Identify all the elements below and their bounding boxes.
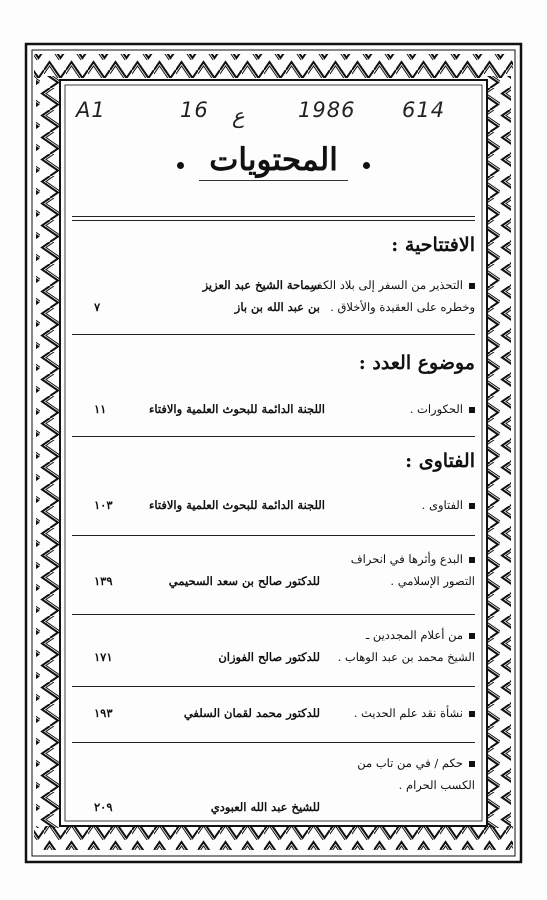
contents-panel — [72, 98, 475, 814]
title-block — [72, 142, 475, 181]
entry-author: اللجنة الدائمة للبحوث العلمية والافتاء — [148, 498, 325, 512]
entry-author: للشيخ عبد الله العبودي — [210, 800, 320, 814]
entry-author: للدكتور صالح بن سعد السحيمي — [168, 574, 320, 588]
divider — [72, 436, 475, 437]
divider — [72, 535, 475, 536]
square-bullet-icon — [469, 761, 475, 767]
handwritten-note-year: 1986 — [298, 98, 356, 122]
bullet-dot-icon — [363, 162, 370, 169]
entry-author: سماحة الشيخ عبد العزيز — [202, 278, 320, 292]
entry-page: ١٠٣ — [94, 498, 113, 512]
handwritten-note-right: 614 — [402, 98, 446, 122]
handwritten-note-issue: 16 — [180, 98, 209, 122]
entry-page: ١٣٩ — [94, 574, 113, 588]
square-bullet-icon — [469, 633, 475, 639]
square-bullet-icon — [469, 711, 475, 717]
list-item — [72, 398, 475, 420]
divider — [72, 334, 475, 335]
divider — [72, 614, 475, 615]
divider — [72, 216, 475, 217]
entry-title: الحكورات . — [409, 402, 463, 416]
entry-author-line2: بن عبد الله بن باز — [234, 300, 320, 314]
list-item — [72, 494, 475, 516]
entry-title: حكم / في من تاب من — [357, 756, 463, 770]
divider — [72, 686, 475, 687]
entry-title-line2: وخطره على العقيدة والأخلاق . — [330, 300, 475, 314]
list-item — [72, 624, 475, 668]
entry-title: من أعلام المجددين ـ — [365, 628, 463, 642]
divider — [72, 220, 475, 221]
entry-title: الفتاوى . — [421, 498, 463, 512]
entry-page: ١٧١ — [94, 650, 113, 664]
list-item — [72, 702, 475, 724]
handwritten-note-left: A1 — [76, 98, 106, 122]
entry-page: ٧ — [94, 300, 101, 314]
page-title: المحتويات — [199, 142, 348, 181]
list-item — [72, 752, 475, 818]
square-bullet-icon — [469, 407, 475, 413]
entry-title: نشأة نقد علم الحديث . — [353, 706, 463, 720]
divider — [72, 742, 475, 743]
handwritten-note-letter: ع — [232, 104, 245, 128]
entry-title-line2: الكسب الحرام . — [398, 778, 475, 792]
square-bullet-icon — [469, 503, 475, 509]
entry-author: اللجنة الدائمة للبحوث العلمية والافتاء — [148, 402, 325, 416]
entry-page: ٢٠٩ — [94, 800, 113, 814]
entry-title: التحذير من السفر إلى بلاد الكفر — [310, 278, 463, 292]
bullet-dot-icon — [177, 162, 184, 169]
entry-title: البدع وأثرها في انحراف — [350, 552, 463, 566]
list-item — [72, 274, 475, 318]
entry-page: ١١ — [94, 402, 107, 416]
section-heading-topic: موضوع العدد : — [358, 352, 475, 374]
square-bullet-icon — [469, 557, 475, 563]
entry-author: للدكتور صالح الفوزان — [218, 650, 320, 664]
section-heading-opening: الافتتاحية : — [391, 234, 475, 256]
entry-title-line2: التصور الإسلامي . — [390, 574, 475, 588]
list-item — [72, 548, 475, 592]
section-heading-fatwas: الفتاوى : — [405, 450, 475, 472]
square-bullet-icon — [469, 283, 475, 289]
entry-page: ١٩٣ — [94, 706, 113, 720]
entry-author: للدكتور محمد لقمان السلفي — [183, 706, 320, 720]
entry-title-line2: الشيخ محمد بن عبد الوهاب . — [337, 650, 475, 664]
